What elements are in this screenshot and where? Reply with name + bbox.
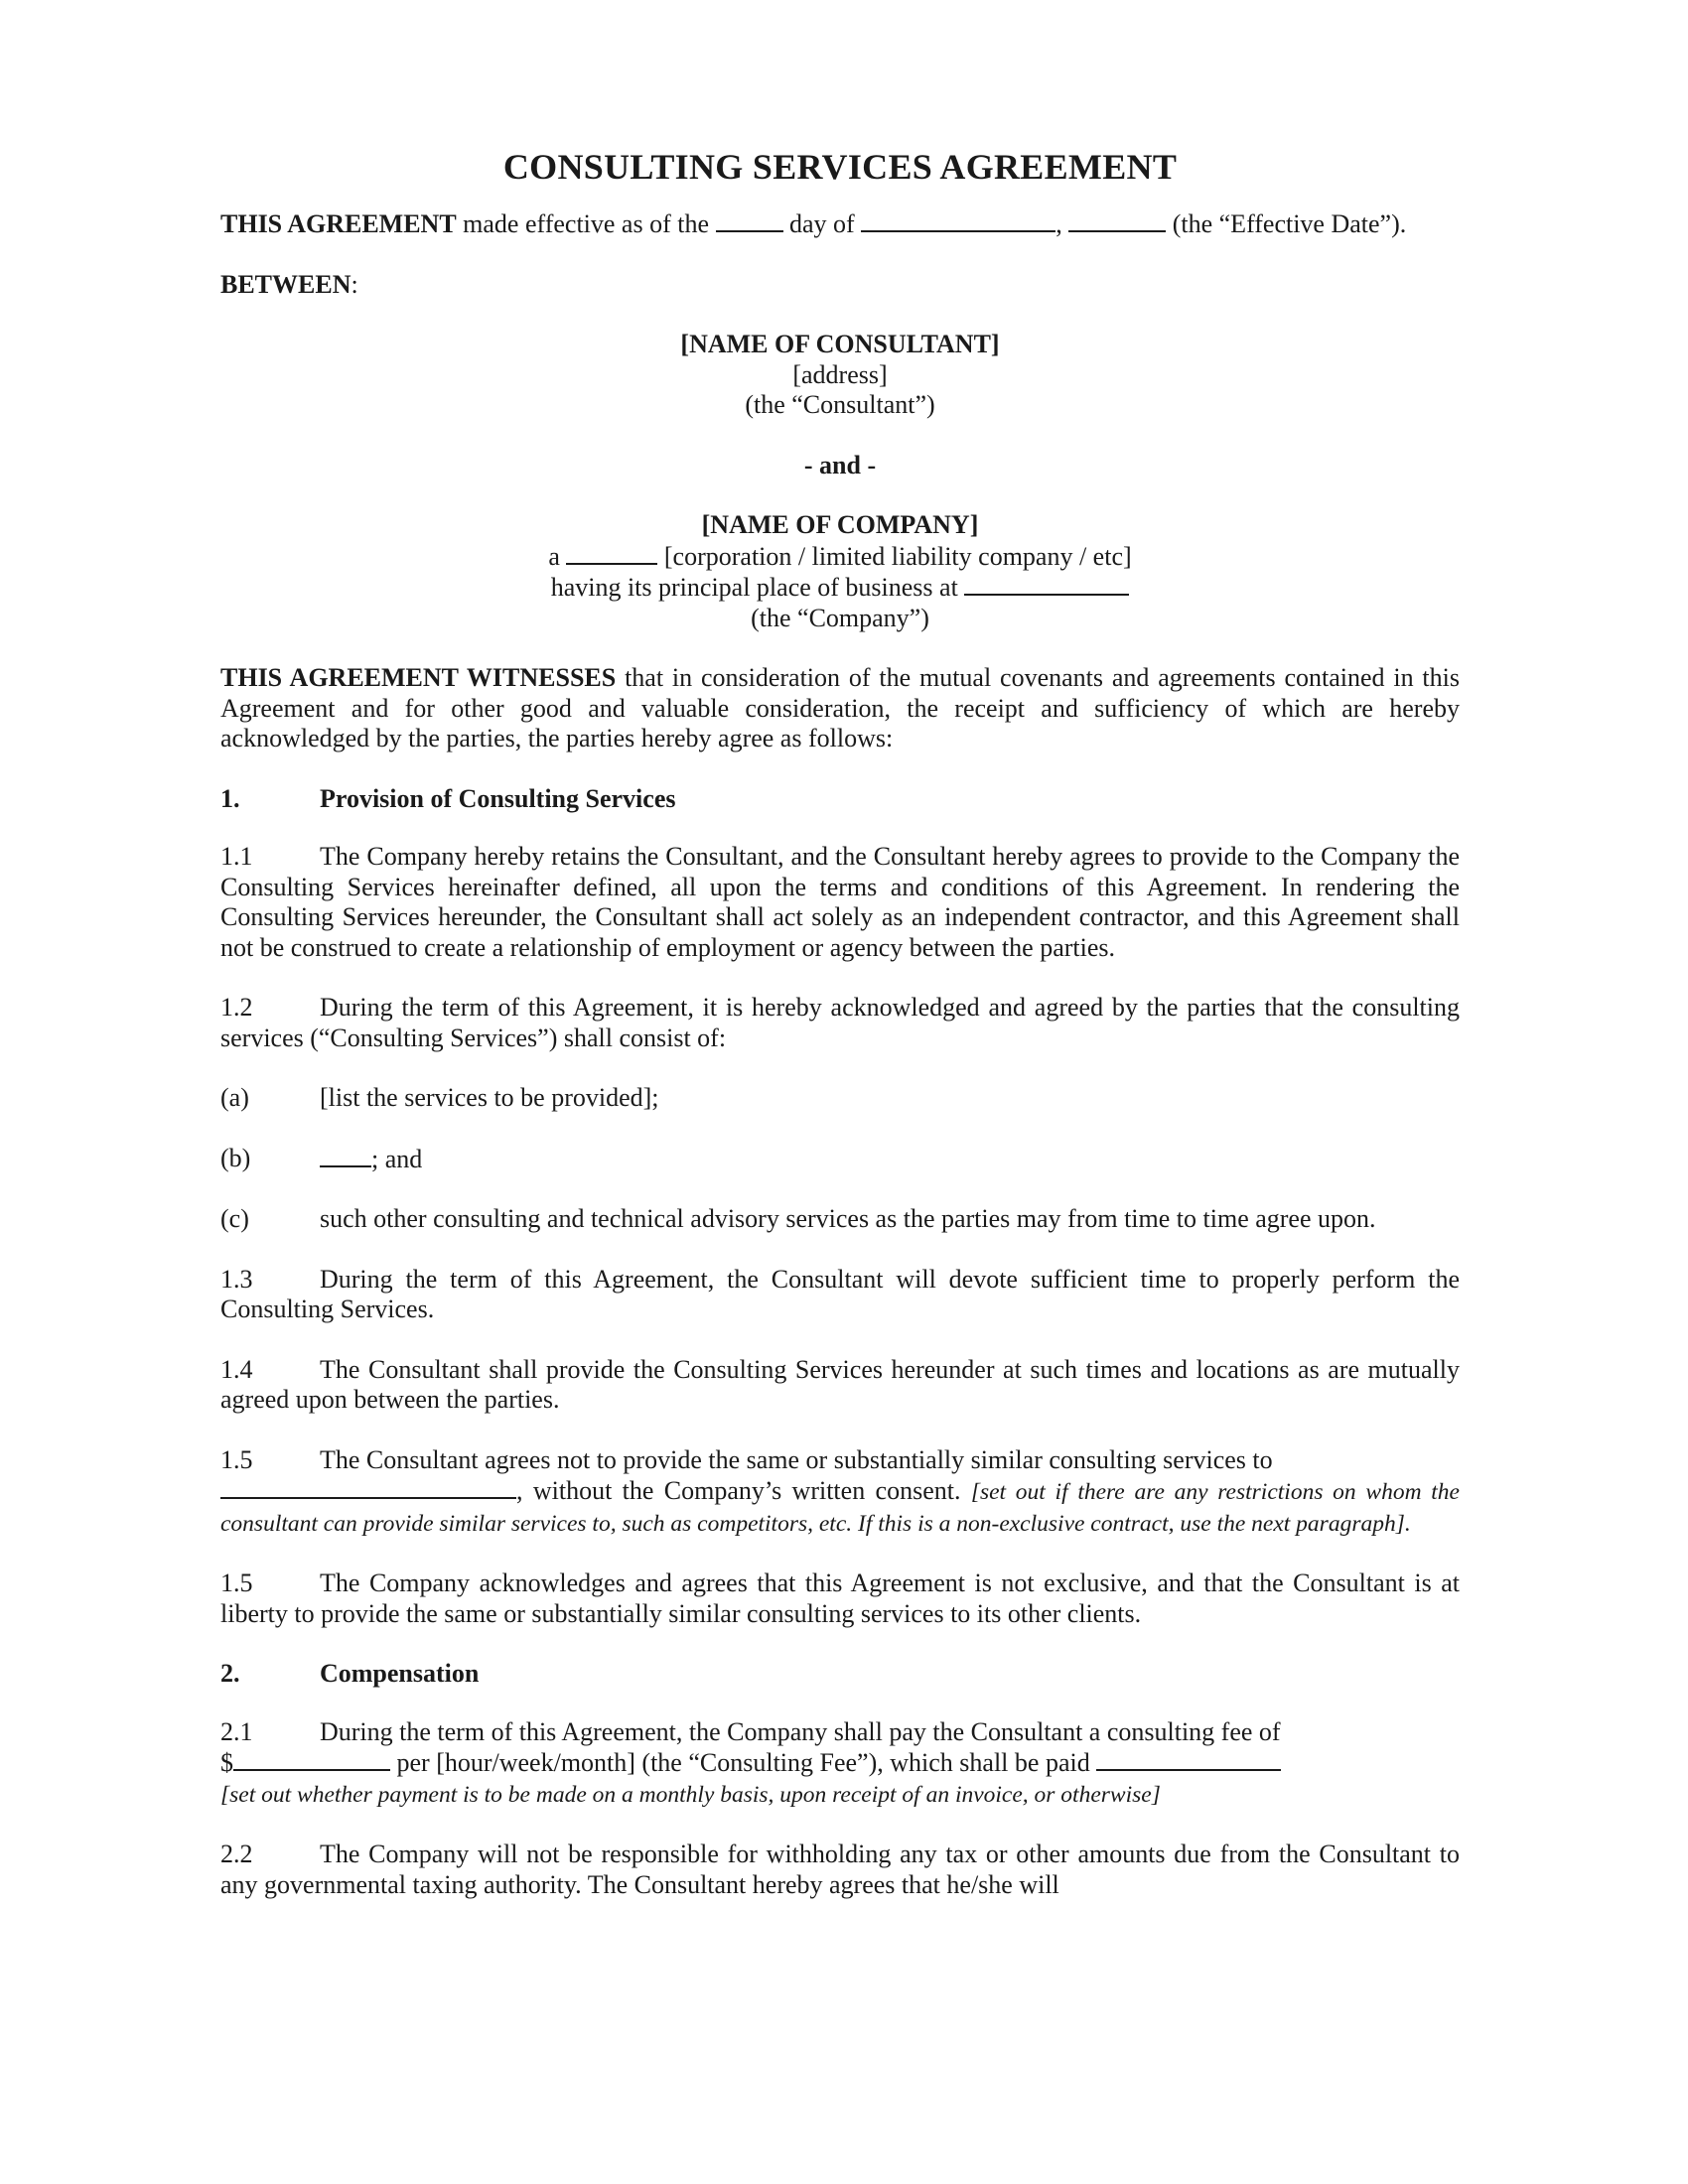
fee-amount-blank[interactable] [233,1747,390,1771]
clause-1-3: 1.3 During the term of this Agreement, the Consultant will devote sufficient time to properly perform the Consulting Services. [220,1264,1460,1323]
payment-terms-blank[interactable] [1096,1747,1281,1771]
company-jurisdiction-blank[interactable] [566,541,657,565]
clause-1-5-restricted: 1.5 The Consultant agrees not to provide the same or substantially similar consulting services to , without the Company’s written consent. [set out if there are any restrictions on whom the consultant can provide similar services to, such as competitors, etc. If this is a non-exclusive contract, use the next paragraph]. [220,1444,1460,1537]
section-1-heading: 1. Provision of Consulting Services [220,783,676,813]
consultant-name: [NAME OF CONSULTANT] [680,330,1000,358]
witnesses-lead: THIS AGREEMENT WITNESSES [220,663,617,692]
witnesses-paragraph: THIS AGREEMENT WITNESSES that in consideration of the mutual covenants and agreements contained in this Agreement and for other good and valuable consideration, the receipt and sufficiency of which are hereby acknowledged by the parties, the parties hereby agree as follows: [220,663,1460,752]
company-address-line: having its principal place of business at [220,572,1460,604]
intro-paragraph: THIS AGREEMENT made effective as of the day of , (the “Effective Date”). [220,209,1407,238]
between-heading: BETWEEN: [220,269,358,299]
document-title: CONSULTING SERVICES AGREEMENT [502,147,1178,187]
section-2-heading: 2. Compensation [220,1659,480,1688]
intro-lead: THIS AGREEMENT [220,209,457,238]
and-separator: - and - [803,450,877,479]
clause-1-1: 1.1 The Company hereby retains the Consultant, and the Consultant hereby agrees to provide to the Company the Consulting Services hereinafter defined, all upon the terms and conditions of this Agreement. In rendering the Consulting Services hereunder, the Consultant shall act solely as an independent contractor, and this Agreement shall not be construed to create a relationship of employment or agency between the parties. [220,842,1460,962]
consultant-defined: (the “Consultant”) [745,390,935,419]
month-blank[interactable] [861,208,1055,232]
company-block [220,510,1460,633]
consultant-address: [address] [792,359,888,389]
year-blank[interactable] [1068,208,1166,232]
clause-2-2: 2.2 The Company will not be responsible for withholding any tax or other amounts due from the Consultant to any governmental taxing authority. The Consultant hereby agrees that he/she will [220,1840,1460,1899]
day-blank[interactable] [716,208,783,232]
company-defined: (the “Company”) [751,603,929,632]
restricted-party-blank[interactable] [220,1475,516,1499]
company-address-blank[interactable] [964,572,1129,596]
list-item-b: (b) ; and [220,1143,423,1173]
drafting-note-2-1: [set out whether payment is to be made on a monthly basis, upon receipt of an invoice, or otherwise] [220,1781,1161,1808]
clause-2-1: 2.1 During the term of this Agreement, the Company shall pay the Consultant a consulting fee of $ per [hour/week/month] (the “Consulting Fee”), which shall be paid [set out whether payment is to be made on a monthly basis, upon receipt of an invoice, or otherwise] [220,1716,1281,1808]
document-body [220,147,1460,1900]
consultant-block [220,330,1460,421]
service-b-blank[interactable] [320,1144,371,1167]
list-item-a: (a) [list the services to be provided]; [220,1083,659,1112]
clause-1-5-nonexclusive: 1.5 The Company acknowledges and agrees that this Agreement is not exclusive, and that the Consultant is at liberty to provide the same or substantially similar consulting services to its other clients. [220,1569,1460,1628]
clause-1-2: 1.2 During the term of this Agreement, it is hereby acknowledged and agreed by the parties that the consulting services (“Consulting Services”) shall consist of: [220,993,1460,1052]
company-type-line: a [corporation / limited liability company / etc] [548,541,1132,571]
company-name: [NAME OF COMPANY] [701,510,979,539]
list-item-c: (c) such other consulting and technical advisory services as the parties may from time to time agree upon. [220,1204,1376,1233]
clause-1-4: 1.4 The Consultant shall provide the Consulting Services hereunder at such times and locations as are mutually agreed upon between the parties. [220,1354,1460,1414]
drafting-note-1-5: [set out if there are any restrictions on whom the consultant can provide similar services to, such as competitors, etc. If this is a non-exclusive contract, use the next paragraph]. [220,1479,1460,1537]
